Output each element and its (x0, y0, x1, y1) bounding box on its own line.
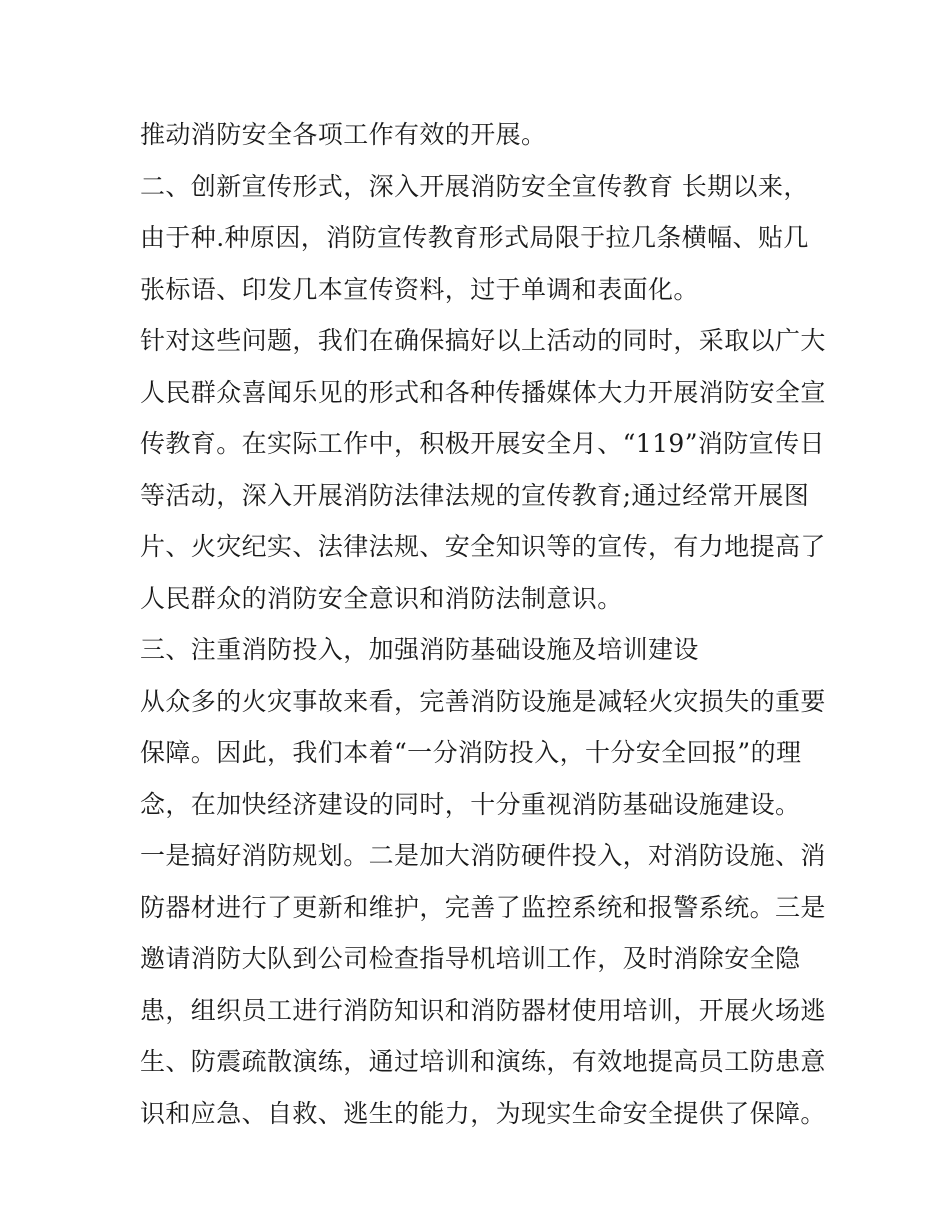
text-line: 推动消防安全各项工作有效的开展。 (140, 120, 547, 149)
body-text (140, 109, 830, 1139)
text-line: 人民群众喜闻乐见的形式和各种传播媒体大力开展消防安全宣 (140, 377, 826, 407)
text-line: 患，组织员工进行消防知识和消防器材使用培训，开展火场逃 (140, 995, 826, 1025)
text-line: 人民群众的消防安全意识和消防法制意识。 (140, 583, 623, 613)
text-line: 邀请消防大队到公司检查指导机培训工作，及时消除安全隐 (140, 944, 801, 973)
text-line: 防器材进行了更新和维护，完善了监控系统和报警系统。三是 (140, 892, 826, 922)
section-heading-2: 二、创新宣传形式，深入开展消防安全宣传教育 长期以来， (140, 171, 809, 201)
text-line: 保障。因此，我们本着“一分消防投入，十分安全回报”的理 (140, 738, 802, 767)
text-line: 一是搞好消防规划。二是加大消防硬件投入，对消防设施、消 (140, 841, 826, 870)
text-line: 念，在加快经济建设的同时，十分重视消防基础设施建设。 (140, 789, 801, 819)
section-heading-3: 三、注重消防投入，加强消防基础设施及培训建设 (140, 635, 699, 664)
text-line: 传教育。在实际工作中，积极开展安全月、“119”消防宣传日 (140, 429, 825, 458)
text-line: 针对这些问题，我们在确保搞好以上活动的同时，采取以广大 (140, 326, 826, 355)
text-line: 由于种.种原因，消防宣传教育形式局限于拉几条横幅、贴几 (140, 223, 809, 252)
text-line: 等活动，深入开展消防法律法规的宣传教育;通过经常开展图 (140, 480, 810, 510)
text-line: 生、防震疏散演练，通过培训和演练，有效地提高员工防患意 (140, 1047, 826, 1076)
text-line: 片、火灾纪实、法律法规、安全知识等的宣传，有力地提高了 (140, 532, 826, 561)
text-line: 张标语、印发几本宣传资料，过于单调和表面化。 (140, 274, 699, 304)
text-line: 从众多的火灾事故来看，完善消防设施是减轻火灾损失的重要 (140, 686, 826, 716)
text-line: 识和应急、自救、逃生的能力，为现实生命安全提供了保障。 (140, 1098, 826, 1128)
